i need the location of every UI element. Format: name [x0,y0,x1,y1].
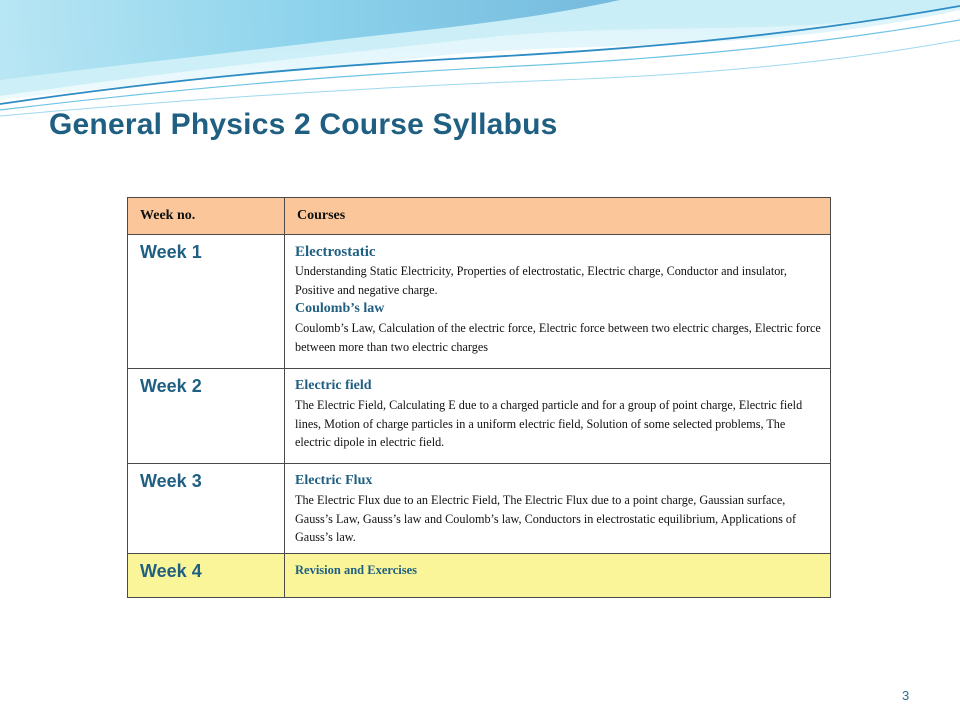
table-header-row [128,198,831,235]
course-content [285,235,831,369]
table-row [128,464,831,554]
topic-description: The Electric Field, Calculating E due to a charged particle and for a group of point charge, Electric field lines, Motion of charge particles in a uniform electric field, Solution of some selected problems, The electric dipole in electric field. [295,398,803,449]
course-content [285,369,831,464]
syllabus-table [127,197,831,598]
topic-title: Coulomb’s law [295,301,385,316]
column-header-courses: Courses [285,198,831,235]
week-label: Week 2 [128,369,285,464]
revision-label: Revision and Exercises [295,562,417,577]
page-title: General Physics 2 Course Syllabus [49,108,558,141]
week-label: Week 1 [128,235,285,369]
course-content [285,464,831,554]
table-row [128,369,831,464]
topic-title: Electrostatic [295,244,376,260]
topic-title: Electric Flux [295,473,373,488]
topic-description: Understanding Static Electricity, Properties of electrostatic, Electric charge, Conductor and insulator, Positive and negative charge. [295,264,787,297]
course-content [285,553,831,597]
page-number: 3 [902,688,910,703]
topic-description: Coulomb’s Law, Calculation of the electric force, Electric force between two electric charges, Electric force between more than two electric charges [295,321,821,354]
week-label: Week 3 [128,464,285,554]
table-row [128,235,831,369]
topic-description: The Electric Flux due to an Electric Field, The Electric Flux due to a point charge, Gaussian surface, Gauss’s Law, Gauss’s law and Coulomb’s law, Conductors in electrostatic equilibrium, Applications of Gauss’s law. [295,493,797,544]
table-row-highlighted [128,553,831,597]
week-label: Week 4 [128,553,285,597]
topic-title: Electric field [295,378,372,393]
column-header-week: Week no. [128,198,285,235]
